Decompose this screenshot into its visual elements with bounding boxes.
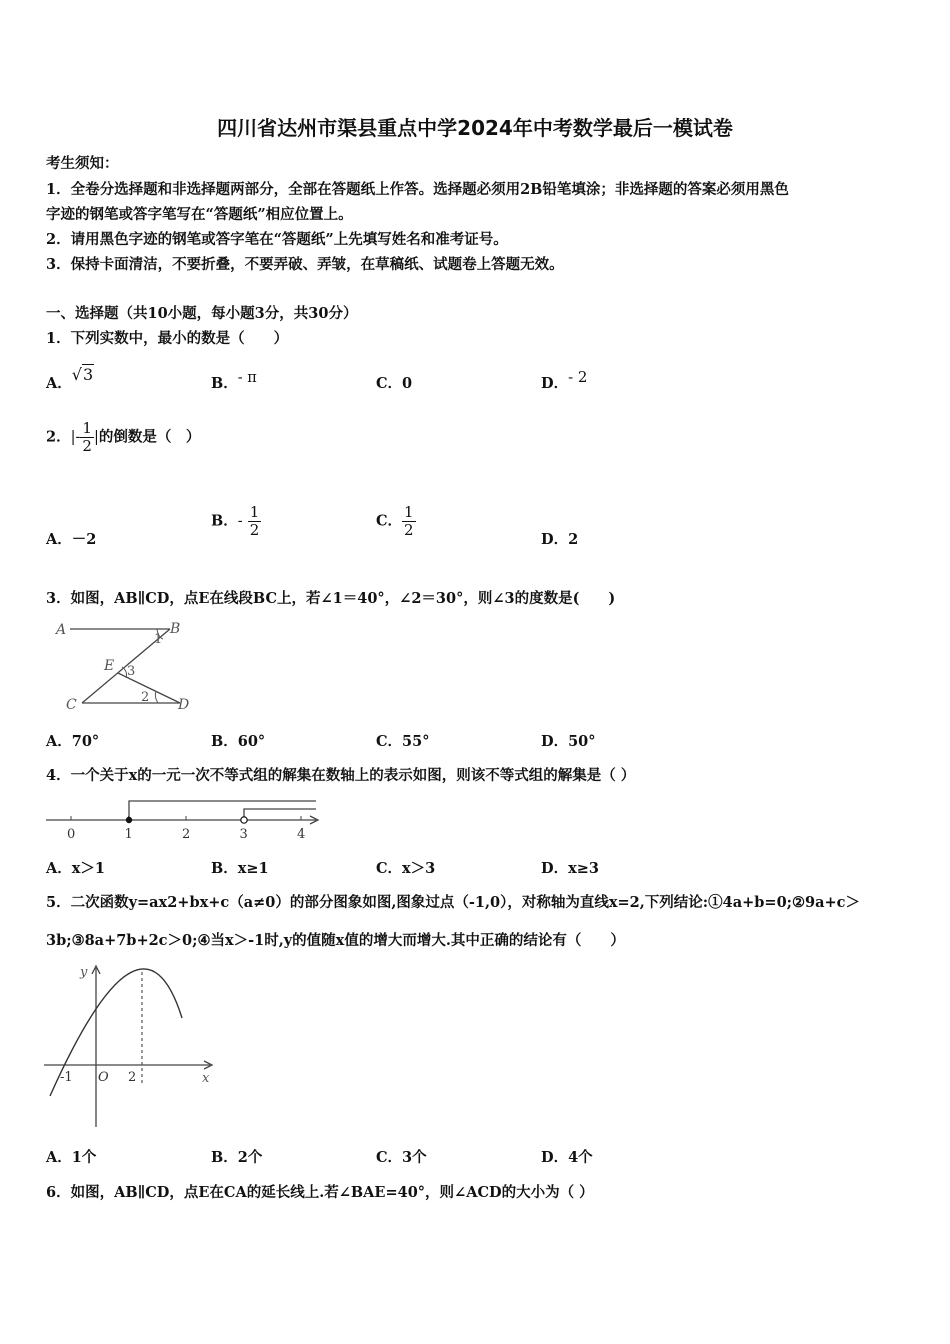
option-label: B． bbox=[211, 375, 238, 392]
notice-heading: 考生须知： bbox=[46, 155, 119, 172]
q4-option-c: C．x＞3 bbox=[376, 860, 436, 877]
section-heading: 一、选择题（共10小题，每小题3分，共30分） bbox=[46, 305, 358, 322]
q5-option-c: C．3个 bbox=[376, 1149, 427, 1166]
origin-label: O bbox=[98, 1070, 109, 1085]
fraction bbox=[80, 420, 94, 455]
q4-number-line bbox=[44, 795, 324, 845]
y-axis-label: y bbox=[80, 965, 88, 980]
abs-left: |- bbox=[70, 429, 81, 446]
q3-option-c: C．55° bbox=[376, 733, 430, 750]
angle-1-label: 1 bbox=[154, 632, 163, 647]
tick-label: 4 bbox=[297, 827, 306, 842]
closed-point bbox=[126, 817, 132, 823]
q5-option-d: D．4个 bbox=[541, 1149, 593, 1166]
label-b: B bbox=[170, 621, 181, 637]
tick-label: 1 bbox=[124, 827, 133, 842]
minus-sign: - bbox=[237, 513, 243, 530]
numerator: 1 bbox=[82, 419, 92, 437]
q2-option-a: A．－2 bbox=[46, 531, 97, 548]
denominator: 2 bbox=[249, 521, 260, 539]
q5-option-b: B．2个 bbox=[211, 1149, 263, 1166]
q3-geometry-figure bbox=[50, 615, 200, 715]
q1-option-d bbox=[541, 368, 588, 393]
question-number: 2． bbox=[46, 428, 71, 446]
q1-option-a bbox=[46, 365, 94, 393]
tick-label-2: 2 bbox=[128, 1070, 137, 1085]
tick-label: 2 bbox=[182, 827, 191, 842]
q3-option-d: D．50° bbox=[541, 733, 596, 750]
denominator: 2 bbox=[404, 521, 414, 539]
option-label: C． bbox=[376, 512, 403, 530]
tick-label: 0 bbox=[67, 827, 76, 842]
question-2-stem bbox=[46, 420, 200, 455]
label-a: A bbox=[56, 622, 67, 638]
question-1-stem: 1．下列实数中，最小的数是（ ） bbox=[46, 330, 289, 347]
q3-option-b: B．60° bbox=[211, 733, 266, 750]
q2-option-c bbox=[376, 504, 416, 539]
q2-option-b bbox=[211, 504, 261, 539]
q5-parabola-figure bbox=[44, 962, 219, 1132]
label-c: C bbox=[66, 697, 77, 713]
fraction bbox=[402, 504, 416, 539]
angle-3-label: 3 bbox=[127, 664, 136, 679]
denominator: 2 bbox=[82, 437, 92, 455]
option-label: A． bbox=[46, 375, 72, 392]
radicand: 3 bbox=[82, 365, 94, 384]
sqrt-expression: √3 bbox=[71, 365, 94, 384]
notice-item: 1．全卷分选择题和非选择题两部分，全部在答题纸上作答。选择题必须用2B铅笔填涂；非选择题的答案必须用黑色 bbox=[46, 181, 789, 198]
angle-2-label: 2 bbox=[141, 690, 150, 705]
q1-option-c: C．0 bbox=[376, 375, 413, 392]
solution-ray-open bbox=[244, 809, 316, 820]
q4-option-d: D．x≥3 bbox=[541, 860, 599, 877]
question-5-stem-line2: 3b;③8a+7b+2c＞0;④当x＞-1时,y的值随x值的增大而增大.其中正确的结论有（ ） bbox=[46, 932, 625, 949]
q4-option-a: A．x＞1 bbox=[46, 860, 105, 877]
label-d: D bbox=[178, 697, 190, 713]
tick-label-neg1: -1 bbox=[60, 1070, 73, 1085]
option-label: D． bbox=[541, 375, 569, 392]
q2-option-d: D．2 bbox=[541, 531, 579, 548]
question-text: 的倒数是（ ） bbox=[98, 428, 201, 446]
page-title: 四川省达州市渠县重点中学2024年中考数学最后一模试卷 bbox=[217, 116, 733, 140]
q5-option-a: A．1个 bbox=[46, 1149, 97, 1166]
x-axis-label: x bbox=[202, 1071, 210, 1086]
question-5-stem-line1: 5．二次函数y=ax2+bx+c（a≠0）的部分图象如图,图象过点（-1,0），对称轴为直线x=2,下列结论:①4a+b=0;②9a+c＞ bbox=[46, 894, 860, 911]
option-value: - π bbox=[237, 370, 257, 386]
option-value: - 2 bbox=[568, 368, 588, 386]
question-6-stem: 6．如图，AB∥CD，点E在CA的延长线上.若∠BAE=40°，则∠ACD的大小为（ ） bbox=[46, 1184, 594, 1201]
q3-option-a: A．70° bbox=[46, 733, 100, 750]
numerator: 1 bbox=[404, 503, 414, 521]
open-point bbox=[241, 817, 247, 823]
q4-option-b: B．x≥1 bbox=[211, 860, 269, 877]
notice-item: 2．请用黑色字迹的钢笔或答字笔在“答题纸”上先填写姓名和准考证号。 bbox=[46, 231, 508, 248]
option-label: B． bbox=[211, 512, 238, 530]
fraction bbox=[248, 504, 262, 539]
notice-item: 3．保持卡面清洁，不要折叠，不要弄破、弄皱，在草稿纸、试题卷上答题无效。 bbox=[46, 256, 564, 273]
solution-ray-closed bbox=[129, 801, 316, 820]
q1-option-b bbox=[211, 372, 257, 393]
tick-label: 3 bbox=[239, 827, 248, 842]
question-3-stem: 3．如图，AB∥CD，点E在线段BC上，若∠1＝40°，∠2＝30°，则∠3的度数是( ) bbox=[46, 590, 616, 607]
question-4-stem: 4．一个关于x的一元一次不等式组的解集在数轴上的表示如图，则该不等式组的解集是（ ） bbox=[46, 767, 636, 784]
label-e: E bbox=[104, 658, 115, 674]
numerator: 1 bbox=[249, 503, 260, 521]
notice-item: 字迹的钢笔或答字笔写在“答题纸”相应位置上。 bbox=[46, 206, 353, 223]
abs-right: | bbox=[93, 429, 99, 446]
